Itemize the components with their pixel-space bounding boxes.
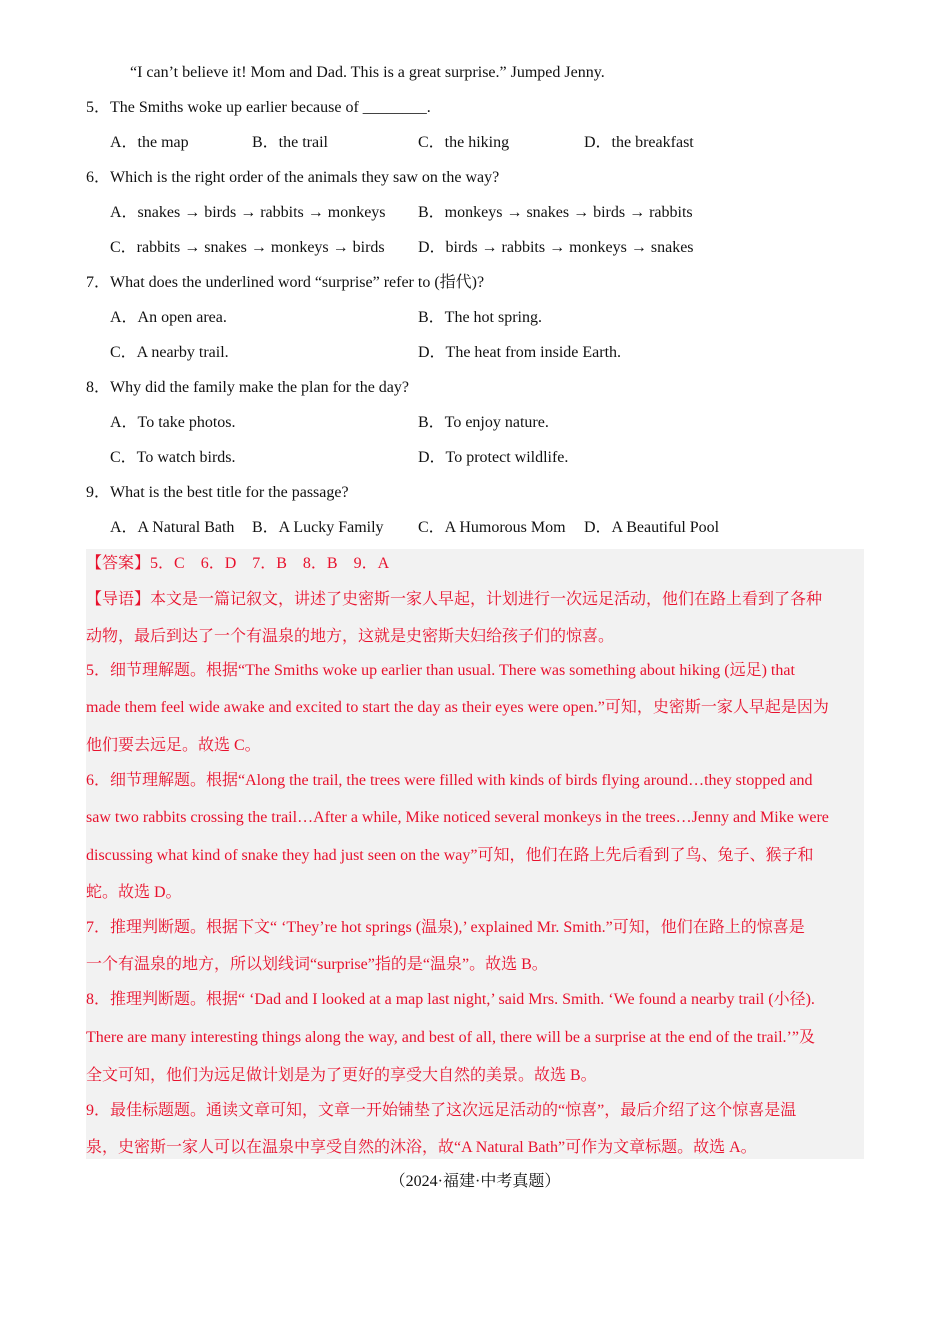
q7-option-d: D．The heat from inside Earth.	[418, 344, 622, 361]
q5-option-d: D．the breakfast	[584, 134, 694, 151]
explanation-line: discussing what kind of snake they had just seen on the way”可知，他们在路上先后看到了鸟、兔子、猴子和	[86, 847, 814, 864]
explanation-line: 蛇。故选 D。	[86, 884, 182, 901]
q5-option-c: C．the hiking	[418, 134, 510, 151]
explanation-line: 全文可知，他们为远足做计划是为了更好的享受大自然的美景。故选 B。	[86, 1067, 597, 1084]
q7-option-c: C．A nearby trail.	[110, 344, 229, 361]
q8-option-a: A．To take photos.	[110, 414, 236, 431]
explanation-line: 6．细节理解题。根据“Along the trail, the trees were filled with kinds of birds flying around…they stopped and	[86, 772, 813, 789]
q6-option-c: C．rabbits → snakes → monkeys → birds	[110, 239, 385, 256]
question-9: 9．What is the best title for the passage?	[86, 484, 349, 501]
question-7: 7．What does the underlined word “surprise” refer to (指代)?	[86, 274, 485, 291]
story-last-line: “I can’t believe it! Mom and Dad. This is a great surprise.” Jumped Jenny.	[130, 64, 605, 81]
q8-option-d: D．To protect wildlife.	[418, 449, 569, 466]
explanation-line: 9．最佳标题题。通读文章可知，文章一开始铺垫了这次远足活动的“惊喜”，最后介绍了这个惊喜是温	[86, 1102, 797, 1119]
q9-option-d: D．A Beautiful Pool	[584, 519, 720, 536]
question-8: 8．Why did the family make the plan for the day?	[86, 379, 410, 396]
answer-label: 【答案】	[86, 555, 151, 572]
q9-option-b: B．A Lucky Family	[252, 519, 384, 536]
q9-option-c: C．A Humorous Mom	[418, 519, 566, 536]
q5-option-b: B．the trail	[252, 134, 328, 151]
guide-line-2: 动物，最后到达了一个有温泉的地方，这就是史密斯夫妇给孩子们的惊喜。	[86, 628, 615, 645]
q9-option-a: A．A Natural Bath	[110, 519, 235, 536]
explanation-line: 5．细节理解题。根据“The Smiths woke up earlier than usual. There was something about hiking (远足) that	[86, 662, 795, 679]
explanation-line: saw two rabbits crossing the trail…After a while, Mike noticed several monkeys in the trees…Jenny and Mike were	[86, 809, 829, 826]
q7-option-b: B．The hot spring.	[418, 309, 542, 326]
explanation-line: There are many interesting things along the way, and best of all, there will be a surprise at the end of the trail.’”及	[86, 1029, 815, 1046]
source-caption: （2024·福建·中考真题）	[389, 1173, 561, 1190]
answer-keys: 5．C 6．D 7．B 8．B 9．A	[150, 555, 390, 572]
q8-option-c: C．To watch birds.	[110, 449, 236, 466]
answer-line	[86, 554, 389, 574]
q7-option-a: A．An open area.	[110, 309, 227, 326]
question-5: 5．The Smiths woke up earlier because of ________.	[86, 99, 431, 116]
q6-option-b: B．monkeys → snakes → birds → rabbits	[418, 204, 693, 221]
question-6: 6．Which is the right order of the animals they saw on the way?	[86, 169, 500, 186]
q6-option-a: A．snakes → birds → rabbits → monkeys	[110, 204, 386, 221]
guide-text-1: 本文是一篇记叙文，讲述了史密斯一家人早起，计划进行一次远足活动，他们在路上看到了各种	[150, 591, 823, 608]
q8-option-b: B．To enjoy nature.	[418, 414, 549, 431]
explanation-line: 泉，史密斯一家人可以在温泉中享受自然的沐浴，故“A Natural Bath”可作为文章标题。故选 A。	[86, 1139, 757, 1156]
explanation-line: 7．推理判断题。根据下文“ ‘They’re hot springs (温泉),’ explained Mr. Smith.”可知，他们在路上的惊喜是	[86, 919, 805, 936]
explanation-line: 一个有温泉的地方，所以划线词“surprise”指的是“温泉”。故选 B。	[86, 956, 548, 973]
q6-option-d: D．birds → rabbits → monkeys → snakes	[418, 239, 694, 256]
explanation-line: made them feel wide awake and excited to start the day as their eyes were open.”可知，史密斯一家人早起是因为	[86, 699, 829, 716]
explanation-line: 8．推理判断题。根据“ ‘Dad and I looked at a map last night,’ said Mrs. Smith. ‘We found a nearby trail (小径).	[86, 991, 815, 1008]
explanation-line: 他们要去远足。故选 C。	[86, 737, 261, 754]
guide-line-1	[86, 590, 822, 610]
guide-label: 【导语】	[86, 591, 151, 608]
q5-option-a: A．the map	[110, 134, 189, 151]
